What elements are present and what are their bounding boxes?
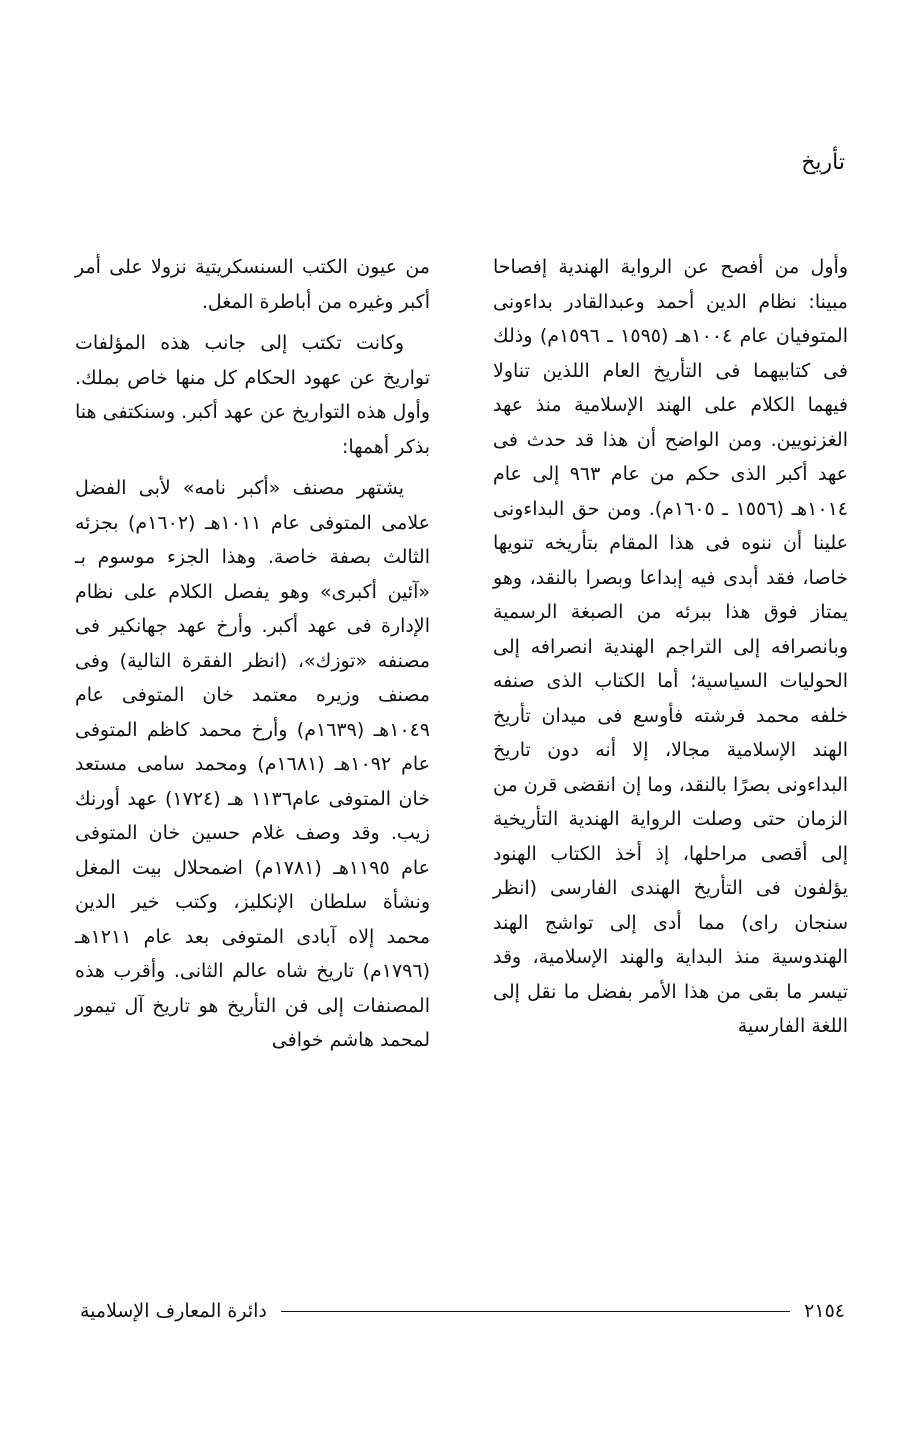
paragraph: من عيون الكتب السنسكريتية نزولا على أمر أكبر وغيره من أباطرة المغل. [75,256,430,313]
right-text-column [493,250,848,1051]
publication-title: دائرة المعارف الإسلامية [80,1300,267,1322]
page-footer [80,1296,845,1326]
paragraph: وأول من أفصح عن الرواية الهندية إفصاحا مبينا: نظام الدين أحمد وعبدالقادر بداءونى المتوفيان عام ١٠٠٤هـ (١٥٩٥ ـ ١٥٩٦م) وذلك فى كتابيهما فى التأريخ العام اللذين تناولا فيهما الكلام على الهند الإسلامية منذ عهد الغزنويين. ومن الواضح أن هذا قد حدث فى عهد أكبر الذى حكم من عام ٩٦٣ إلى عام ١٠١٤هـ (١٥٥٦ ـ ١٦٠٥م). ومن حق البداءونى علينا أن ننوه فى هذا المقام بتأريخه تنويها خاصا، فقد أبدى فيه إبداعا وبصرا بالنقد، وهو يمتاز فوق هذا ببرئه من الصبغة الرسمية وبانصرافه إلى التراجم الهندية انصرافه إلى الحوليات السياسية؛ أما الكتاب الذى صنفه خلفه محمد فرشته فأوسع فى ميدان تأريخ الهند الإسلامية مجالا، إلا أنه دون تاريخ البداءونى بصرًا بالنقد، وما إن انقضى قرن من الزمان حتى وصلت الرواية الهندية التأريخية إلى أقصى مراحلها، إذ أخذ الكتاب الهنود يؤلفون فى التأريخ الهندى الفارسى (انظر سنجان راى) مما أدى إلى تواشج الهند الهندوسية منذ البداية والهند الإسلامية، وقد تيسر ما بقى من هذا الأمر بفضل ما نقل إلى اللغة الفارسية [493,256,849,1037]
running-head-title: تأريخ [801,150,845,175]
paragraph: يشتهر مصنف «أكبر نامه» لأبى الفضل علامى المتوفى عام ١٠١١هـ (١٦٠٢م) بجزئه الثالث بصفة خاصة. وهذا الجزء موسوم بـ «آئين أكبرى» وهو يفصل الكلام على نظام الإدارة فى عهد أكبر. وأرخ عهد جهانكير فى مصنفه «توزك»، (انظر الفقرة التالية) وفى مصنف وزيره معتمد خان المتوفى عام ١٠٤٩هـ (١٦٣٩م) وأرخ محمد كاظم المتوفى عام ١٠٩٢هـ (١٦٨١م) ومحمد سامى مستعد خان المتوفى عام١١٣٦ هـ (١٧٢٤) عهد أورنك زيب. وقد وصف غلام حسين خان المتوفى عام ١١٩٥هـ (١٧٨١م) اضمحلال بيت المغل ونشأة سلطان الإنكليز، وكتب خير الدين محمد إلاه آبادى المتوفى بعد عام ١٢١١هـ (١٧٩٦م) تاريخ شاه عالم الثانى. وأقرب هذه المصنفات إلى فن التأريخ هو تاريخ آل تيمور لمحمد هاشم خوافى [75,477,431,1051]
paragraph: وكانت تكتب إلى جانب هذه المؤلفات تواريخ عن عهود الحكام كل منها خاص بملك. وأول هذه التواريخ عن عهد أكبر. وسنكتفى هنا بذكر أهمها: [75,332,430,458]
footer-rule [281,1311,790,1312]
left-text-column [75,250,430,1065]
page-number: ٢١٥٤ [804,1300,845,1322]
